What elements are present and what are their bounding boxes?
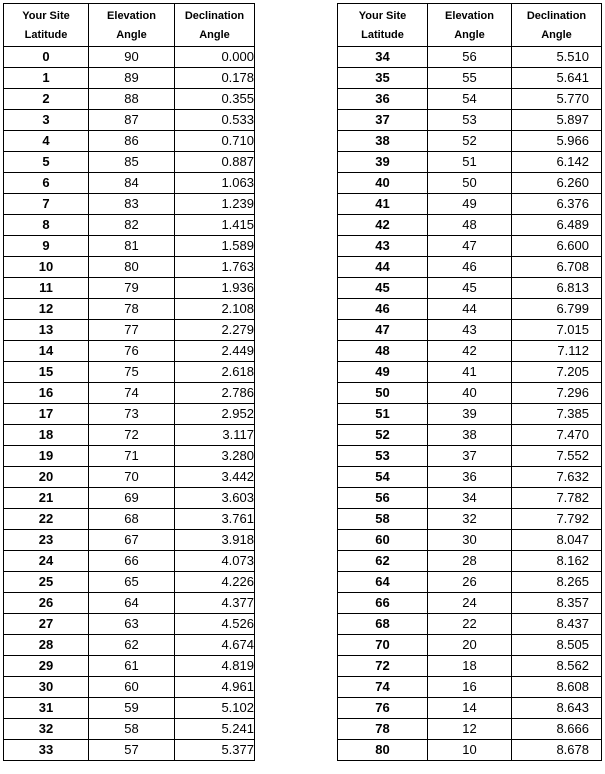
elevation-cell: 70 bbox=[89, 467, 175, 488]
elevation-cell: 80 bbox=[89, 257, 175, 278]
latitude-cell: 68 bbox=[338, 614, 428, 635]
table-row bbox=[4, 236, 255, 257]
elevation-cell: 90 bbox=[89, 47, 175, 68]
table-row bbox=[338, 257, 602, 278]
elevation-cell: 87 bbox=[89, 110, 175, 131]
declination-cell: 5.102 bbox=[175, 698, 255, 719]
elevation-cell: 47 bbox=[428, 236, 512, 257]
header-declination-angle bbox=[175, 4, 255, 47]
header-text: Elevation bbox=[445, 9, 494, 22]
table-body bbox=[338, 47, 602, 761]
table-row bbox=[338, 278, 602, 299]
elevation-cell: 36 bbox=[428, 467, 512, 488]
elevation-cell: 71 bbox=[89, 446, 175, 467]
declination-cell: 4.961 bbox=[175, 677, 255, 698]
table-row bbox=[4, 362, 255, 383]
latitude-cell: 58 bbox=[338, 509, 428, 530]
table-row bbox=[338, 110, 602, 131]
table-row bbox=[338, 404, 602, 425]
declination-cell: 5.377 bbox=[175, 740, 255, 761]
table-row bbox=[338, 488, 602, 509]
table-row bbox=[4, 257, 255, 278]
declination-cell: 8.162 bbox=[512, 551, 602, 572]
declination-cell: 5.966 bbox=[512, 131, 602, 152]
declination-cell: 0.000 bbox=[175, 47, 255, 68]
declination-cell: 7.470 bbox=[512, 425, 602, 446]
latitude-cell: 10 bbox=[4, 257, 89, 278]
table-row bbox=[4, 173, 255, 194]
elevation-cell: 42 bbox=[428, 341, 512, 362]
declination-cell: 6.813 bbox=[512, 278, 602, 299]
table-row bbox=[4, 677, 255, 698]
table-row bbox=[4, 593, 255, 614]
latitude-cell: 15 bbox=[4, 362, 89, 383]
latitude-cell: 34 bbox=[338, 47, 428, 68]
elevation-cell: 37 bbox=[428, 446, 512, 467]
declination-cell: 8.505 bbox=[512, 635, 602, 656]
table-row bbox=[4, 572, 255, 593]
latitude-cell: 42 bbox=[338, 215, 428, 236]
elevation-cell: 14 bbox=[428, 698, 512, 719]
latitude-cell: 21 bbox=[4, 488, 89, 509]
latitude-cell: 80 bbox=[338, 740, 428, 761]
elevation-cell: 73 bbox=[89, 404, 175, 425]
latitude-cell: 48 bbox=[338, 341, 428, 362]
header-elevation-angle bbox=[428, 4, 512, 47]
table-header-row bbox=[4, 4, 255, 47]
elevation-cell: 82 bbox=[89, 215, 175, 236]
elevation-cell: 39 bbox=[428, 404, 512, 425]
header-text: Angle bbox=[454, 28, 485, 41]
declination-cell: 7.782 bbox=[512, 488, 602, 509]
header-declination-angle bbox=[512, 4, 602, 47]
latitude-cell: 50 bbox=[338, 383, 428, 404]
latitude-cell: 53 bbox=[338, 446, 428, 467]
table-row bbox=[4, 131, 255, 152]
latitude-cell: 64 bbox=[338, 572, 428, 593]
table-row bbox=[338, 320, 602, 341]
table-row bbox=[338, 656, 602, 677]
declination-cell: 8.265 bbox=[512, 572, 602, 593]
declination-cell: 5.770 bbox=[512, 89, 602, 110]
declination-cell: 5.641 bbox=[512, 68, 602, 89]
declination-cell: 8.678 bbox=[512, 740, 602, 761]
table-row bbox=[338, 677, 602, 698]
header-text: Your Site bbox=[22, 9, 70, 22]
declination-cell: 4.073 bbox=[175, 551, 255, 572]
latitude-cell: 39 bbox=[338, 152, 428, 173]
elevation-cell: 58 bbox=[89, 719, 175, 740]
table-row bbox=[4, 530, 255, 551]
table-row bbox=[338, 719, 602, 740]
header-text: Declination bbox=[526, 9, 587, 22]
declination-cell: 7.632 bbox=[512, 467, 602, 488]
table-row bbox=[338, 425, 602, 446]
elevation-cell: 53 bbox=[428, 110, 512, 131]
latitude-cell: 74 bbox=[338, 677, 428, 698]
header-text: Angle bbox=[116, 28, 147, 41]
table-row bbox=[338, 89, 602, 110]
elevation-cell: 16 bbox=[428, 677, 512, 698]
declination-cell: 4.674 bbox=[175, 635, 255, 656]
latitude-cell: 7 bbox=[4, 194, 89, 215]
table-body bbox=[4, 47, 255, 761]
elevation-cell: 68 bbox=[89, 509, 175, 530]
elevation-cell: 85 bbox=[89, 152, 175, 173]
elevation-cell: 79 bbox=[89, 278, 175, 299]
latitude-cell: 22 bbox=[4, 509, 89, 530]
declination-cell: 0.178 bbox=[175, 68, 255, 89]
elevation-cell: 57 bbox=[89, 740, 175, 761]
table-row bbox=[4, 152, 255, 173]
latitude-cell: 20 bbox=[4, 467, 89, 488]
table-row bbox=[4, 614, 255, 635]
latitude-cell: 13 bbox=[4, 320, 89, 341]
latitude-cell: 66 bbox=[338, 593, 428, 614]
table-row bbox=[4, 278, 255, 299]
latitude-cell: 56 bbox=[338, 488, 428, 509]
latitude-cell: 29 bbox=[4, 656, 89, 677]
declination-cell: 5.241 bbox=[175, 719, 255, 740]
elevation-cell: 78 bbox=[89, 299, 175, 320]
latitude-cell: 44 bbox=[338, 257, 428, 278]
latitude-cell: 72 bbox=[338, 656, 428, 677]
latitude-cell: 6 bbox=[4, 173, 89, 194]
table-header-row bbox=[338, 4, 602, 47]
elevation-cell: 83 bbox=[89, 194, 175, 215]
table-row bbox=[4, 299, 255, 320]
latitude-cell: 14 bbox=[4, 341, 89, 362]
declination-cell: 6.799 bbox=[512, 299, 602, 320]
header-site-latitude bbox=[338, 4, 428, 47]
latitude-cell: 30 bbox=[4, 677, 89, 698]
table-row bbox=[4, 719, 255, 740]
declination-cell: 7.792 bbox=[512, 509, 602, 530]
latitude-cell: 49 bbox=[338, 362, 428, 383]
latitude-cell: 28 bbox=[4, 635, 89, 656]
latitude-cell: 45 bbox=[338, 278, 428, 299]
elevation-cell: 43 bbox=[428, 320, 512, 341]
table-row bbox=[338, 341, 602, 362]
declination-cell: 1.415 bbox=[175, 215, 255, 236]
declination-cell: 1.936 bbox=[175, 278, 255, 299]
elevation-cell: 41 bbox=[428, 362, 512, 383]
table-row bbox=[4, 467, 255, 488]
latitude-cell: 3 bbox=[4, 110, 89, 131]
declination-cell: 2.449 bbox=[175, 341, 255, 362]
header-text: Latitude bbox=[361, 28, 404, 41]
table-row bbox=[338, 698, 602, 719]
declination-cell: 5.510 bbox=[512, 47, 602, 68]
declination-cell: 7.385 bbox=[512, 404, 602, 425]
latitude-cell: 24 bbox=[4, 551, 89, 572]
declination-cell: 4.526 bbox=[175, 614, 255, 635]
declination-cell: 3.117 bbox=[175, 425, 255, 446]
elevation-cell: 46 bbox=[428, 257, 512, 278]
latitude-cell: 41 bbox=[338, 194, 428, 215]
latitude-cell: 1 bbox=[4, 68, 89, 89]
elevation-cell: 44 bbox=[428, 299, 512, 320]
elevation-cell: 66 bbox=[89, 551, 175, 572]
table-row bbox=[4, 68, 255, 89]
table-row bbox=[338, 614, 602, 635]
header-site-latitude bbox=[4, 4, 89, 47]
declination-cell: 0.533 bbox=[175, 110, 255, 131]
elevation-cell: 81 bbox=[89, 236, 175, 257]
elevation-cell: 64 bbox=[89, 593, 175, 614]
latitude-cell: 37 bbox=[338, 110, 428, 131]
declination-cell: 6.600 bbox=[512, 236, 602, 257]
declination-cell: 5.897 bbox=[512, 110, 602, 131]
declination-cell: 2.952 bbox=[175, 404, 255, 425]
latitude-cell: 17 bbox=[4, 404, 89, 425]
declination-cell: 2.786 bbox=[175, 383, 255, 404]
declination-cell: 7.296 bbox=[512, 383, 602, 404]
elevation-cell: 62 bbox=[89, 635, 175, 656]
elevation-cell: 60 bbox=[89, 677, 175, 698]
table-row bbox=[338, 509, 602, 530]
elevation-cell: 45 bbox=[428, 278, 512, 299]
table-row bbox=[4, 698, 255, 719]
elevation-cell: 54 bbox=[428, 89, 512, 110]
latitude-cell: 8 bbox=[4, 215, 89, 236]
table-row bbox=[4, 194, 255, 215]
table-row bbox=[338, 194, 602, 215]
declination-cell: 3.603 bbox=[175, 488, 255, 509]
table-row bbox=[338, 383, 602, 404]
latitude-cell: 62 bbox=[338, 551, 428, 572]
table-row bbox=[338, 467, 602, 488]
elevation-cell: 49 bbox=[428, 194, 512, 215]
table-row bbox=[4, 635, 255, 656]
elevation-cell: 20 bbox=[428, 635, 512, 656]
elevation-cell: 67 bbox=[89, 530, 175, 551]
declination-cell: 6.376 bbox=[512, 194, 602, 215]
elevation-cell: 40 bbox=[428, 383, 512, 404]
latitude-cell: 36 bbox=[338, 89, 428, 110]
latitude-cell: 52 bbox=[338, 425, 428, 446]
latitude-cell: 43 bbox=[338, 236, 428, 257]
latitude-cell: 2 bbox=[4, 89, 89, 110]
elevation-cell: 65 bbox=[89, 572, 175, 593]
table-row bbox=[4, 47, 255, 68]
latitude-cell: 9 bbox=[4, 236, 89, 257]
elevation-cell: 75 bbox=[89, 362, 175, 383]
latitude-cell: 25 bbox=[4, 572, 89, 593]
declination-cell: 1.239 bbox=[175, 194, 255, 215]
declination-cell: 0.710 bbox=[175, 131, 255, 152]
declination-cell: 4.377 bbox=[175, 593, 255, 614]
declination-cell: 7.205 bbox=[512, 362, 602, 383]
elevation-cell: 24 bbox=[428, 593, 512, 614]
latitude-cell: 23 bbox=[4, 530, 89, 551]
elevation-cell: 88 bbox=[89, 89, 175, 110]
table-row bbox=[338, 152, 602, 173]
elevation-cell: 50 bbox=[428, 173, 512, 194]
table-row bbox=[338, 236, 602, 257]
table-row bbox=[338, 740, 602, 761]
elevation-cell: 59 bbox=[89, 698, 175, 719]
declination-cell: 6.260 bbox=[512, 173, 602, 194]
latitude-cell: 27 bbox=[4, 614, 89, 635]
latitude-cell: 31 bbox=[4, 698, 89, 719]
latitude-cell: 32 bbox=[4, 719, 89, 740]
elevation-cell: 18 bbox=[428, 656, 512, 677]
header-text: Angle bbox=[199, 28, 230, 41]
elevation-cell: 86 bbox=[89, 131, 175, 152]
elevation-cell: 10 bbox=[428, 740, 512, 761]
latitude-cell: 40 bbox=[338, 173, 428, 194]
table-row bbox=[4, 320, 255, 341]
declination-cell: 3.761 bbox=[175, 509, 255, 530]
latitude-cell: 60 bbox=[338, 530, 428, 551]
declination-cell: 3.442 bbox=[175, 467, 255, 488]
table-row bbox=[338, 635, 602, 656]
latitude-cell: 35 bbox=[338, 68, 428, 89]
declination-cell: 8.643 bbox=[512, 698, 602, 719]
declination-cell: 0.887 bbox=[175, 152, 255, 173]
latitude-cell: 16 bbox=[4, 383, 89, 404]
latitude-cell: 5 bbox=[4, 152, 89, 173]
latitude-cell: 18 bbox=[4, 425, 89, 446]
elevation-cell: 61 bbox=[89, 656, 175, 677]
table-row bbox=[4, 215, 255, 236]
declination-cell: 2.108 bbox=[175, 299, 255, 320]
latitude-cell: 19 bbox=[4, 446, 89, 467]
declination-cell: 6.708 bbox=[512, 257, 602, 278]
header-text: Elevation bbox=[107, 9, 156, 22]
declination-cell: 8.047 bbox=[512, 530, 602, 551]
table-row bbox=[338, 593, 602, 614]
table-row bbox=[338, 47, 602, 68]
latitude-cell: 12 bbox=[4, 299, 89, 320]
table-row bbox=[4, 110, 255, 131]
table-row bbox=[4, 425, 255, 446]
elevation-cell: 51 bbox=[428, 152, 512, 173]
header-elevation-angle bbox=[89, 4, 175, 47]
table-row bbox=[338, 68, 602, 89]
latitude-cell: 54 bbox=[338, 467, 428, 488]
elevation-cell: 63 bbox=[89, 614, 175, 635]
table-row bbox=[338, 131, 602, 152]
declination-cell: 2.279 bbox=[175, 320, 255, 341]
latitude-cell: 11 bbox=[4, 278, 89, 299]
declination-cell: 3.918 bbox=[175, 530, 255, 551]
table-row bbox=[4, 446, 255, 467]
elevation-cell: 76 bbox=[89, 341, 175, 362]
declination-cell: 2.618 bbox=[175, 362, 255, 383]
elevation-cell: 30 bbox=[428, 530, 512, 551]
elevation-cell: 22 bbox=[428, 614, 512, 635]
latitude-cell: 38 bbox=[338, 131, 428, 152]
declination-cell: 1.589 bbox=[175, 236, 255, 257]
table-row bbox=[4, 89, 255, 110]
table-row bbox=[338, 299, 602, 320]
latitude-cell: 78 bbox=[338, 719, 428, 740]
table-row bbox=[338, 215, 602, 236]
declination-cell: 6.489 bbox=[512, 215, 602, 236]
table-row bbox=[4, 551, 255, 572]
header-text: Declination bbox=[184, 9, 245, 22]
declination-cell: 1.763 bbox=[175, 257, 255, 278]
elevation-cell: 77 bbox=[89, 320, 175, 341]
table-row bbox=[338, 551, 602, 572]
latitude-cell: 4 bbox=[4, 131, 89, 152]
table-row bbox=[4, 488, 255, 509]
table-row bbox=[4, 383, 255, 404]
declination-cell: 8.562 bbox=[512, 656, 602, 677]
elevation-cell: 26 bbox=[428, 572, 512, 593]
declination-cell: 0.355 bbox=[175, 89, 255, 110]
declination-cell: 7.015 bbox=[512, 320, 602, 341]
elevation-cell: 48 bbox=[428, 215, 512, 236]
declination-cell: 1.063 bbox=[175, 173, 255, 194]
latitude-cell: 33 bbox=[4, 740, 89, 761]
latitude-cell: 76 bbox=[338, 698, 428, 719]
elevation-cell: 34 bbox=[428, 488, 512, 509]
table-row bbox=[338, 362, 602, 383]
latitude-cell: 46 bbox=[338, 299, 428, 320]
declination-cell: 3.280 bbox=[175, 446, 255, 467]
elevation-cell: 69 bbox=[89, 488, 175, 509]
table-row bbox=[4, 740, 255, 761]
declination-cell: 8.608 bbox=[512, 677, 602, 698]
table-row bbox=[4, 656, 255, 677]
declination-cell: 8.357 bbox=[512, 593, 602, 614]
table-row bbox=[338, 446, 602, 467]
table-row bbox=[4, 341, 255, 362]
declination-cell: 6.142 bbox=[512, 152, 602, 173]
latitude-cell: 51 bbox=[338, 404, 428, 425]
header-text: Latitude bbox=[24, 28, 68, 41]
elevation-cell: 52 bbox=[428, 131, 512, 152]
declination-cell: 7.112 bbox=[512, 341, 602, 362]
declination-cell: 4.819 bbox=[175, 656, 255, 677]
table-row bbox=[338, 173, 602, 194]
latitude-cell: 70 bbox=[338, 635, 428, 656]
elevation-cell: 55 bbox=[428, 68, 512, 89]
declination-cell: 4.226 bbox=[175, 572, 255, 593]
declination-cell: 8.666 bbox=[512, 719, 602, 740]
elevation-cell: 32 bbox=[428, 509, 512, 530]
latitude-cell: 0 bbox=[4, 47, 89, 68]
latitude-table-right bbox=[337, 3, 602, 761]
declination-cell: 7.552 bbox=[512, 446, 602, 467]
elevation-cell: 28 bbox=[428, 551, 512, 572]
table-row bbox=[4, 509, 255, 530]
elevation-cell: 84 bbox=[89, 173, 175, 194]
declination-cell: 8.437 bbox=[512, 614, 602, 635]
header-text: Your Site bbox=[358, 9, 407, 22]
elevation-cell: 89 bbox=[89, 68, 175, 89]
elevation-cell: 72 bbox=[89, 425, 175, 446]
elevation-cell: 38 bbox=[428, 425, 512, 446]
latitude-table-left bbox=[3, 3, 255, 761]
table-row bbox=[338, 572, 602, 593]
elevation-cell: 56 bbox=[428, 47, 512, 68]
latitude-cell: 47 bbox=[338, 320, 428, 341]
header-text: Angle bbox=[541, 28, 572, 41]
elevation-cell: 12 bbox=[428, 719, 512, 740]
elevation-cell: 74 bbox=[89, 383, 175, 404]
table-row bbox=[4, 404, 255, 425]
latitude-cell: 26 bbox=[4, 593, 89, 614]
table-row bbox=[338, 530, 602, 551]
